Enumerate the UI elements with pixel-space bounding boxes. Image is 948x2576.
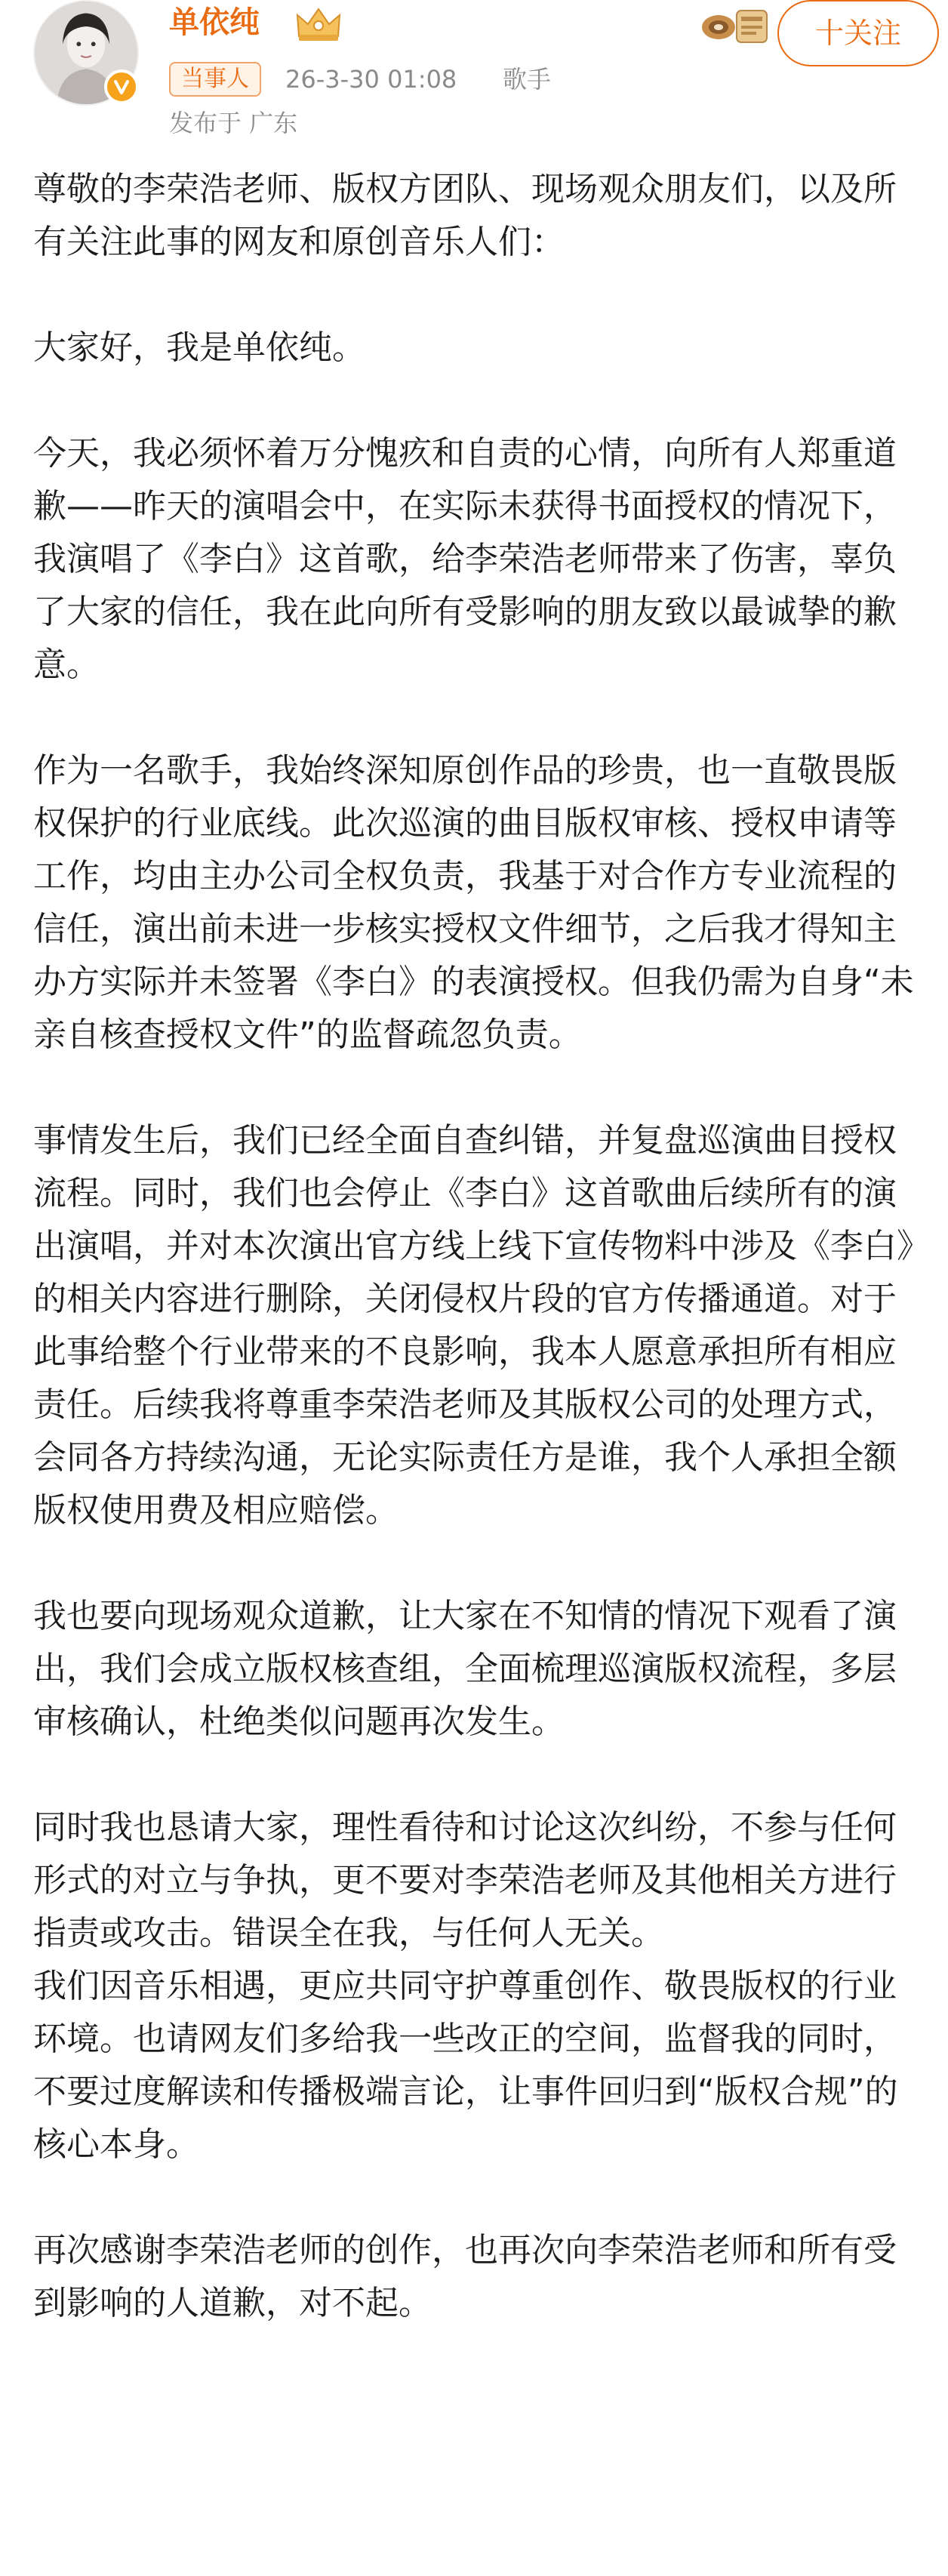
fan-badge-icon [699, 3, 783, 48]
post-paragraph: 同时我也恳请大家，理性看待和讨论这次纠纷，不参与任何形式的对立与争执，更不要对李荣浩老师及其他相关方进行指责或攻击。错误全在我，与任何人无关。 [33, 1808, 897, 1952]
post-paragraph: 今天，我必须怀着万分愧疚和自责的心情，向所有人郑重道歉——昨天的演唱会中，在实际未获得书面授权的情况下，我演唱了《李白》这首歌，给李荣浩老师带来了伤害，辜负了大家的信任，我在此向所有受影响的朋友致以最诚挚的歉意。 [33, 434, 897, 684]
post-paragraph: 尊敬的李荣浩老师、版权方团队、现场观众朋友们，以及所有关注此事的网友和原创音乐人们： [33, 170, 897, 261]
status-badge: 当事人 [169, 62, 261, 97]
follow-button[interactable]: 十关注 [777, 0, 939, 66]
post-paragraph: 作为一名歌手，我始终深知原创作品的珍贵，也一直敬畏版权保护的行业底线。此次巡演的曲目版权审核、授权申请等工作，均由主办公司全权负责，我基于对合作方专业流程的信任，演出前未进一步核实授权文件细节，之后我才得知主办方实际并未签署《李白》的表演授权。但我仍需为自身“未亲自核查授权文件”的监督疏忽负责。 [33, 751, 914, 1054]
post-paragraph: 我们因音乐相遇，更应共同守护尊重创作、敬畏版权的行业环境。也请网友们多给我一些改正的空间，监督我的同时，不要过度解读和传播极端言论，让事件回归到“版权合规”的核心本身。 [33, 1967, 898, 2164]
post-paragraph: 再次感谢李荣浩老师的创作，也再次向李荣浩老师和所有受到影响的人道歉，对不起。 [33, 2231, 897, 2322]
post-paragraph: 大家好，我是单依纯。 [33, 328, 365, 367]
post-paragraph: 事情发生后，我们已经全面自查纠错，并复盘巡演曲目授权流程。同时，我们也会停止《李白》这首歌曲后续所有的演出演唱，并对本次演出官方线上线下宣传物料中涉及《李白》的相关内容进行删除，关闭侵权片段的官方传播通道。对于此事给整个行业带来的不良影响，我本人愿意承担所有相应责任。后续我将尊重李荣浩老师及其版权公司的处理方式，会同各方持续沟通，无论实际责任方是谁，我个人承担全额版权使用费及相应赔偿。 [33, 1121, 913, 1530]
verified-badge-icon [104, 69, 139, 104]
crown-badge-icon [294, 5, 343, 44]
post-location: 发布于 广东 [169, 109, 298, 137]
post-paragraph: 我也要向现场观众道歉，让大家在不知情的情况下观看了演出，我们会成立版权核查组，全面梳理巡演版权流程，多层审核确认，杜绝类似问题再次发生。 [33, 1597, 897, 1741]
post-header [0, 0, 948, 151]
post-timestamp: 26-3-30 01:08 [285, 65, 457, 94]
user-role: 歌手 [503, 65, 552, 94]
username[interactable]: 单依纯 [169, 5, 260, 40]
post-content [33, 163, 918, 2330]
